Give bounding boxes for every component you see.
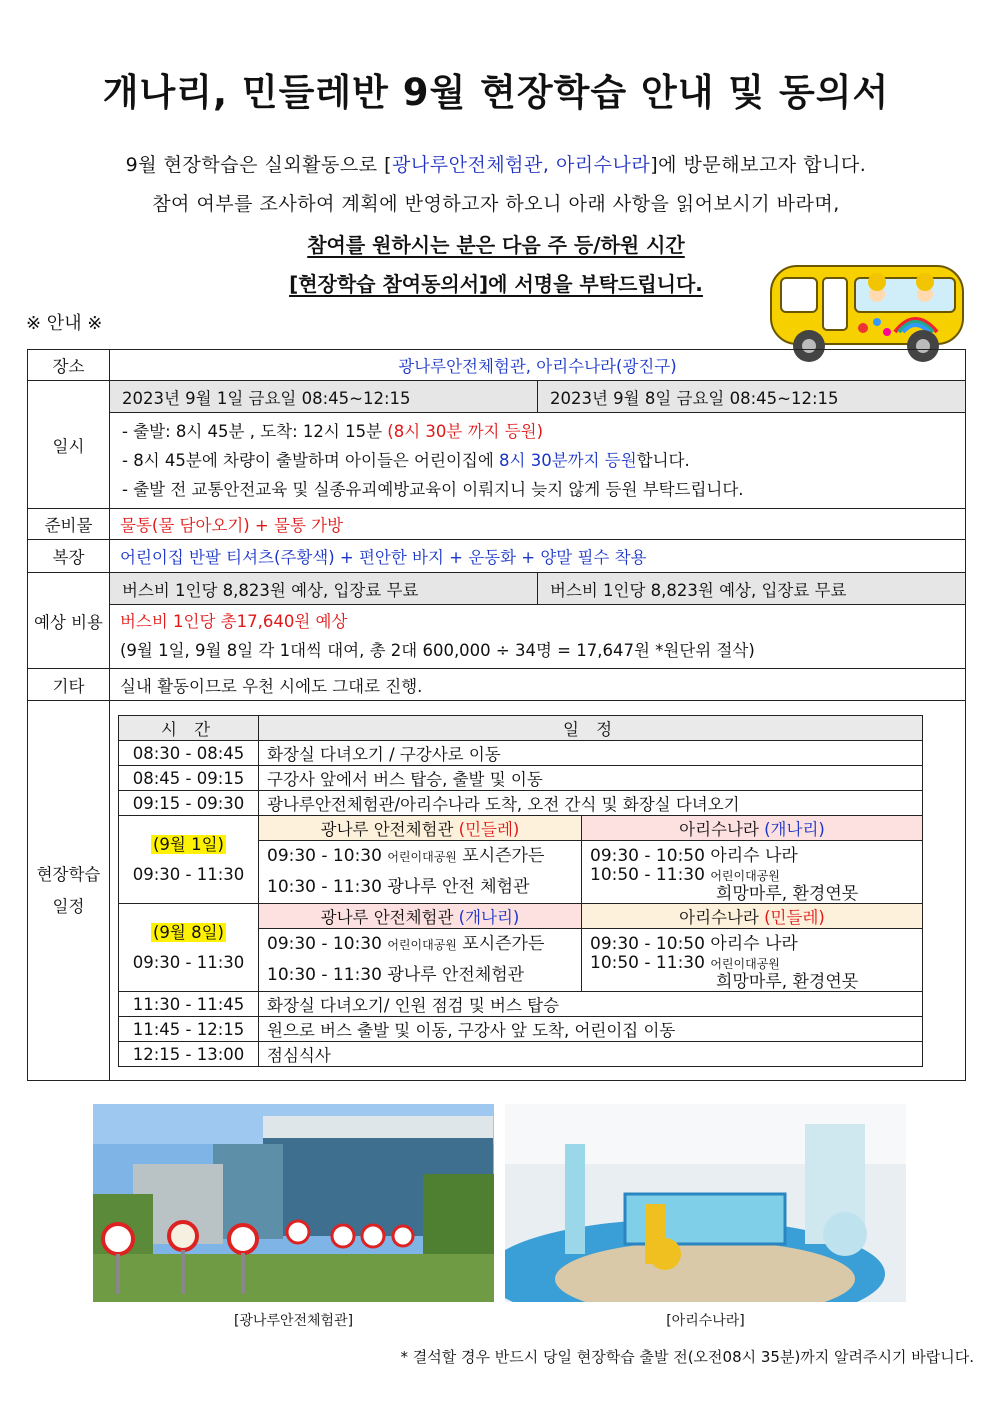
intro-line-2: 참여 여부를 조사하여 계획에 반영하고자 하오니 아래 사항을 읽어보시기 바라며, xyxy=(152,193,840,215)
class-name: (개나리) xyxy=(458,908,520,927)
schedule-plan: 광나루안전체험관/아리수나라 도착, 오전 간식 및 화장실 다녀오기 xyxy=(259,791,923,816)
schedule-time: 09:15 - 09:30 xyxy=(119,791,259,816)
table-row xyxy=(119,1017,923,1042)
emphasis-text: [현장학습 참여동의서]에 서명을 부탁드립니다. xyxy=(289,272,703,296)
dress-value: 어린이집 반팔 티셔츠(주황색) + 편안한 바지 + 운동화 + 양말 필수 착용 xyxy=(110,540,966,573)
schedule-time: 12:15 - 13:00 xyxy=(119,1042,259,1067)
schedule-time: 08:45 - 09:15 xyxy=(119,766,259,791)
day1-left-line2: 10:30 - 11:30 광나루 안전 체험관 xyxy=(259,866,582,904)
venue-text: 희망마루, 환경연못 xyxy=(716,884,859,904)
day2-time: 09:30 - 11:30 xyxy=(132,952,245,972)
venue: 광나루 안전체험관 xyxy=(320,820,459,839)
cost-total: 버스비 1인당 총17,640원 예상 xyxy=(120,612,348,631)
day2-date: (9월 8일) xyxy=(153,922,224,942)
class-name: (민들레) xyxy=(764,908,825,927)
sub-venue: 어린이대공원 xyxy=(387,850,457,864)
note-blue: 8시 30분까지 등원 xyxy=(499,451,637,470)
cost-2: 버스비 1인당 8,823원 예상, 입장료 무료 xyxy=(550,580,847,600)
intro-line-1 xyxy=(0,150,992,177)
schedule-time: 11:45 - 12:15 xyxy=(119,1017,259,1042)
cost-detail: (9월 1일, 9월 8일 각 1대씩 대여, 총 2대 600,000 ÷ 34명 = 17,647원 *원단위 절삭) xyxy=(120,641,755,660)
schedule-label-1: 현장학습 xyxy=(36,864,101,884)
day2-time-cell xyxy=(119,904,259,992)
schedule-time: 11:30 - 11:45 xyxy=(119,992,259,1017)
day1-right-title xyxy=(582,816,923,841)
date-note-1 xyxy=(122,417,953,446)
schedule-plan: 구강사 앞에서 버스 탑승, 출발 및 이동 xyxy=(259,766,923,791)
date-1: 2023년 9월 1일 금요일 08:45~12:15 xyxy=(110,381,538,412)
venue-text: 희망마루, 환경연못 xyxy=(716,972,859,992)
date-2: 2023년 9월 8일 금요일 08:45~12:15 xyxy=(550,388,839,408)
page-title: 개나리, 민들레반 9월 현장학습 안내 및 동의서 xyxy=(102,71,890,114)
sub-venue: 어린이대공원 xyxy=(710,957,780,971)
etc-label: 기타 xyxy=(28,669,110,701)
cost-notes xyxy=(110,605,965,668)
schedule-time: 08:30 - 08:45 xyxy=(119,741,259,766)
venue: 아리수나라 xyxy=(679,820,765,839)
cost-cell xyxy=(110,573,966,669)
time-text: 10:50 - 11:30 xyxy=(590,865,711,885)
class-name: (개나리) xyxy=(764,820,825,839)
schedule-plan: 화장실 다녀오기 / 구강사로 이동 xyxy=(259,741,923,766)
day2-left-line1 xyxy=(259,929,582,955)
dress-label: 복장 xyxy=(28,540,110,573)
schedule-plan: 화장실 다녀오기/ 인원 점검 및 버스 탑승 xyxy=(259,992,923,1017)
intro-text: 9월 현장학습은 실외활동으로 [ xyxy=(125,154,393,176)
day1-time: 09:30 - 11:30 xyxy=(132,864,245,884)
sub-venue: 어린이대공원 xyxy=(710,869,780,883)
table-row xyxy=(119,1042,923,1067)
schedule-label-2: 일정 xyxy=(52,896,85,916)
day2-left-title xyxy=(259,904,582,929)
cost-1: 버스비 1인당 8,823원 예상, 입장료 무료 xyxy=(110,573,538,604)
cost-label: 예상 비용 xyxy=(28,573,110,669)
note-red: (8시 30분 까지 등원) xyxy=(387,422,544,441)
venue: 아리수나라 xyxy=(679,908,765,927)
table-row xyxy=(119,766,923,791)
day2-right-line2 xyxy=(582,954,923,992)
arisu-nara-photo xyxy=(505,1104,906,1302)
day2-left-line2: 10:30 - 11:30 광나루 안전체험관 xyxy=(259,954,582,992)
school-bus-illustration xyxy=(765,236,970,366)
date-notes xyxy=(110,413,965,508)
footnote: * 결석할 경우 반드시 당일 현장학습 출발 전(오전08시 35분)까지 알려주시기 바랍니다. xyxy=(400,1348,974,1366)
cost-row xyxy=(110,573,965,605)
intro-text: ]에 방문해보고자 합니다. xyxy=(650,154,867,176)
photo-caption-2: [아리수나라] xyxy=(666,1313,745,1329)
day1-left-line1 xyxy=(259,841,582,867)
day1-right-line1: 09:30 - 10:50 아리수 나라 xyxy=(582,841,923,867)
prep-value: 물통(물 담아오기) + 물통 가방 xyxy=(110,509,966,540)
day1-left-title xyxy=(259,816,582,841)
photo-caption-1: [광나루안전체험관] xyxy=(233,1313,354,1329)
table-row xyxy=(119,992,923,1017)
intro-places: 광나루안전체험관, 아리수나라 xyxy=(392,154,651,176)
date-row xyxy=(110,381,965,413)
day2-right-line1: 09:30 - 10:50 아리수 나라 xyxy=(582,929,923,955)
date-label: 일시 xyxy=(28,381,110,509)
schedule-table xyxy=(118,715,923,1067)
emphasis-text: 참여를 원하시는 분은 다음 주 등/하원 시간 xyxy=(307,233,685,257)
prep-label: 준비물 xyxy=(28,509,110,540)
day1-date: (9월 1일) xyxy=(153,834,224,854)
schedule-plan: 원으로 버스 출발 및 이동, 구강사 앞 도착, 어린이집 이동 xyxy=(259,1017,923,1042)
place-label: 장소 xyxy=(28,350,110,381)
schedule-head-time: 시 간 xyxy=(119,716,259,741)
place-value: 광나루안전체험관, 아리수나라(광진구) xyxy=(110,350,966,381)
venue-text: 포시즌가든 xyxy=(456,846,545,866)
schedule-cell xyxy=(110,701,966,1081)
time-text: 10:50 - 11:30 xyxy=(590,953,711,973)
day1-time-cell xyxy=(119,816,259,904)
table-row xyxy=(119,791,923,816)
time-text: 09:30 - 10:30 xyxy=(267,846,388,866)
venue-text: 포시즌가든 xyxy=(456,934,545,954)
venue: 광나루 안전체험관 xyxy=(320,908,459,927)
schedule-label xyxy=(28,701,110,1081)
etc-value: 실내 활동이므로 우천 시에도 그대로 진행. xyxy=(110,669,966,701)
date-note-3: - 출발 전 교통안전교육 및 실종유괴예방교육이 이뤄지니 늦지 않게 등원 부탁드립니다. xyxy=(122,480,744,499)
day1-right-line2 xyxy=(582,866,923,904)
date-note-2 xyxy=(122,446,953,475)
note-text: - 8시 45분에 차량이 출발하며 아이들은 어린이집에 xyxy=(122,451,500,470)
notice-heading: ※ 안내 ※ xyxy=(26,313,103,334)
schedule-plan: 점심식사 xyxy=(259,1042,923,1067)
day2-right-title xyxy=(582,904,923,929)
class-name: (민들레) xyxy=(458,820,520,839)
schedule-head-plan: 일 정 xyxy=(259,716,923,741)
info-table xyxy=(27,349,966,1081)
sub-venue: 어린이대공원 xyxy=(387,938,457,952)
note-text: - 출발: 8시 45분 , 도착: 12시 15분 xyxy=(122,422,388,441)
note-text: 합니다. xyxy=(636,451,690,470)
date-cell xyxy=(110,381,966,509)
time-text: 09:30 - 10:30 xyxy=(267,934,388,954)
table-row xyxy=(119,741,923,766)
safety-hall-photo xyxy=(93,1104,494,1302)
